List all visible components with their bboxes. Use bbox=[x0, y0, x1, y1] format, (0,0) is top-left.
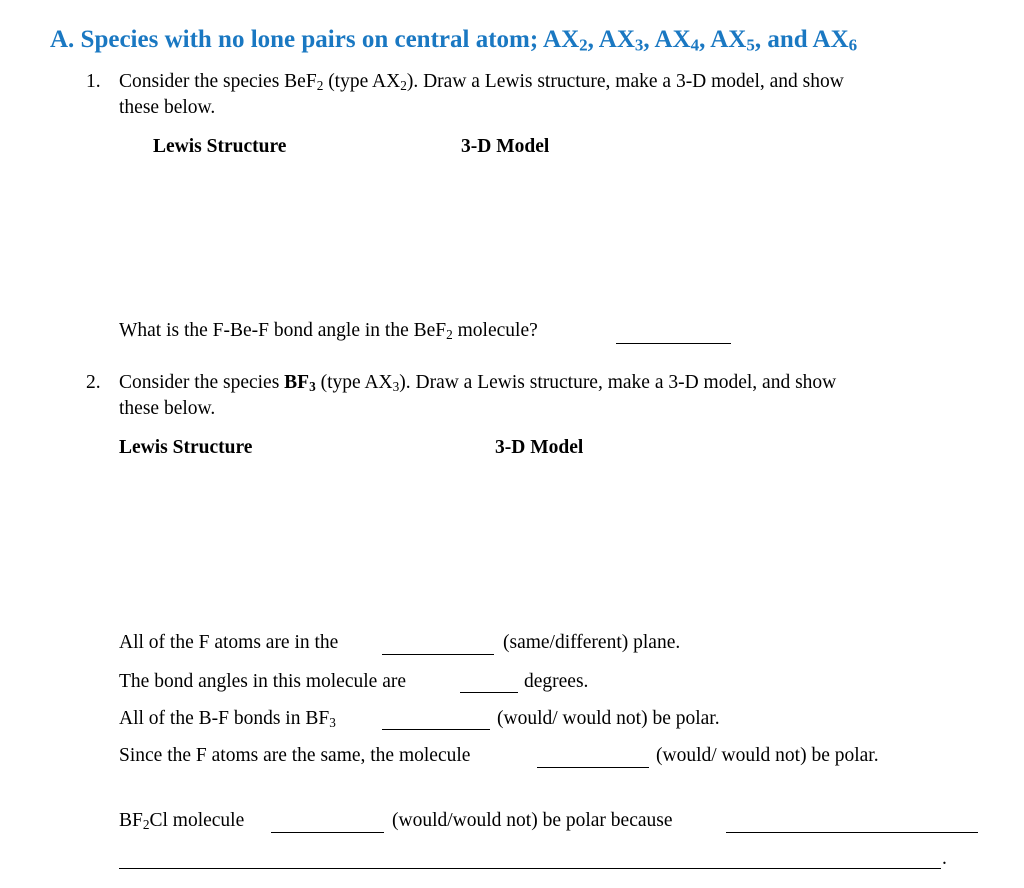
q2-bf2cl-text: $BF_2Cl$ molecule bbox=[119, 810, 245, 832]
q1-bond-angle-blank[interactable] bbox=[616, 342, 731, 344]
q2-prompt-line2: these below. bbox=[119, 398, 216, 419]
q2-bf2cl-reason-continuation-blank[interactable] bbox=[119, 867, 941, 869]
q2-bf-bonds-options: (would/ would not) be polar. bbox=[497, 708, 720, 729]
q2-molecule-polarity-blank[interactable] bbox=[537, 766, 649, 768]
q2-plane-text: All of the F atoms are in the bbox=[119, 632, 339, 653]
q2-3d-model-label: 3-D Model bbox=[495, 437, 584, 458]
q1-prompt-line2: these below. bbox=[119, 97, 216, 118]
q2-bf2cl-polarity-blank[interactable] bbox=[271, 831, 384, 833]
q2-end-period: . bbox=[942, 848, 947, 869]
q1-number: 1. bbox=[86, 71, 101, 92]
q2-number: 2. bbox=[86, 372, 101, 393]
q1-lewis-structure-label: Lewis Structure bbox=[153, 136, 287, 157]
q2-bond-angles-blank[interactable] bbox=[460, 691, 518, 693]
q2-bond-angles-text: The bond angles in this molecule are bbox=[119, 671, 406, 692]
section-heading: A. Species with no lone pairs on central atom; $AX_2$, $AX_3$, $AX_4$, $AX_5$, and $AX_6$ bbox=[50, 26, 858, 55]
q2-degrees-text: degrees. bbox=[524, 671, 589, 692]
q1-bond-angle-question: What is the F-Be-F bond angle in the BeF$_2$ molecule? bbox=[119, 320, 538, 342]
q2-bf2cl-options: (would/would not) be polar because bbox=[392, 810, 673, 831]
q2-molecule-polarity-options: (would/ would not) be polar. bbox=[656, 745, 879, 766]
q2-molecule-polarity-text: Since the F atoms are the same, the molecule bbox=[119, 745, 471, 766]
q2-prompt-line1: Consider the species $BF_3$ (type $AX_3$). Draw a Lewis structure, make a 3-D model, and show bbox=[119, 372, 837, 394]
q2-plane-blank[interactable] bbox=[382, 653, 494, 655]
q2-bf-bonds-text: All of the B-F bonds in $BF_3$ bbox=[119, 708, 336, 730]
q2-bf-bonds-blank[interactable] bbox=[382, 728, 490, 730]
q1-prompt-line1: Consider the species BeF$_2$ (type $AX_2$). Draw a Lewis structure, make a 3-D model, and show bbox=[119, 71, 844, 93]
q2-plane-options: (same/different) plane. bbox=[503, 632, 681, 653]
q2-bf2cl-reason-blank[interactable] bbox=[726, 831, 978, 833]
q2-lewis-structure-label: Lewis Structure bbox=[119, 437, 253, 458]
q1-3d-model-label: 3-D Model bbox=[461, 136, 550, 157]
